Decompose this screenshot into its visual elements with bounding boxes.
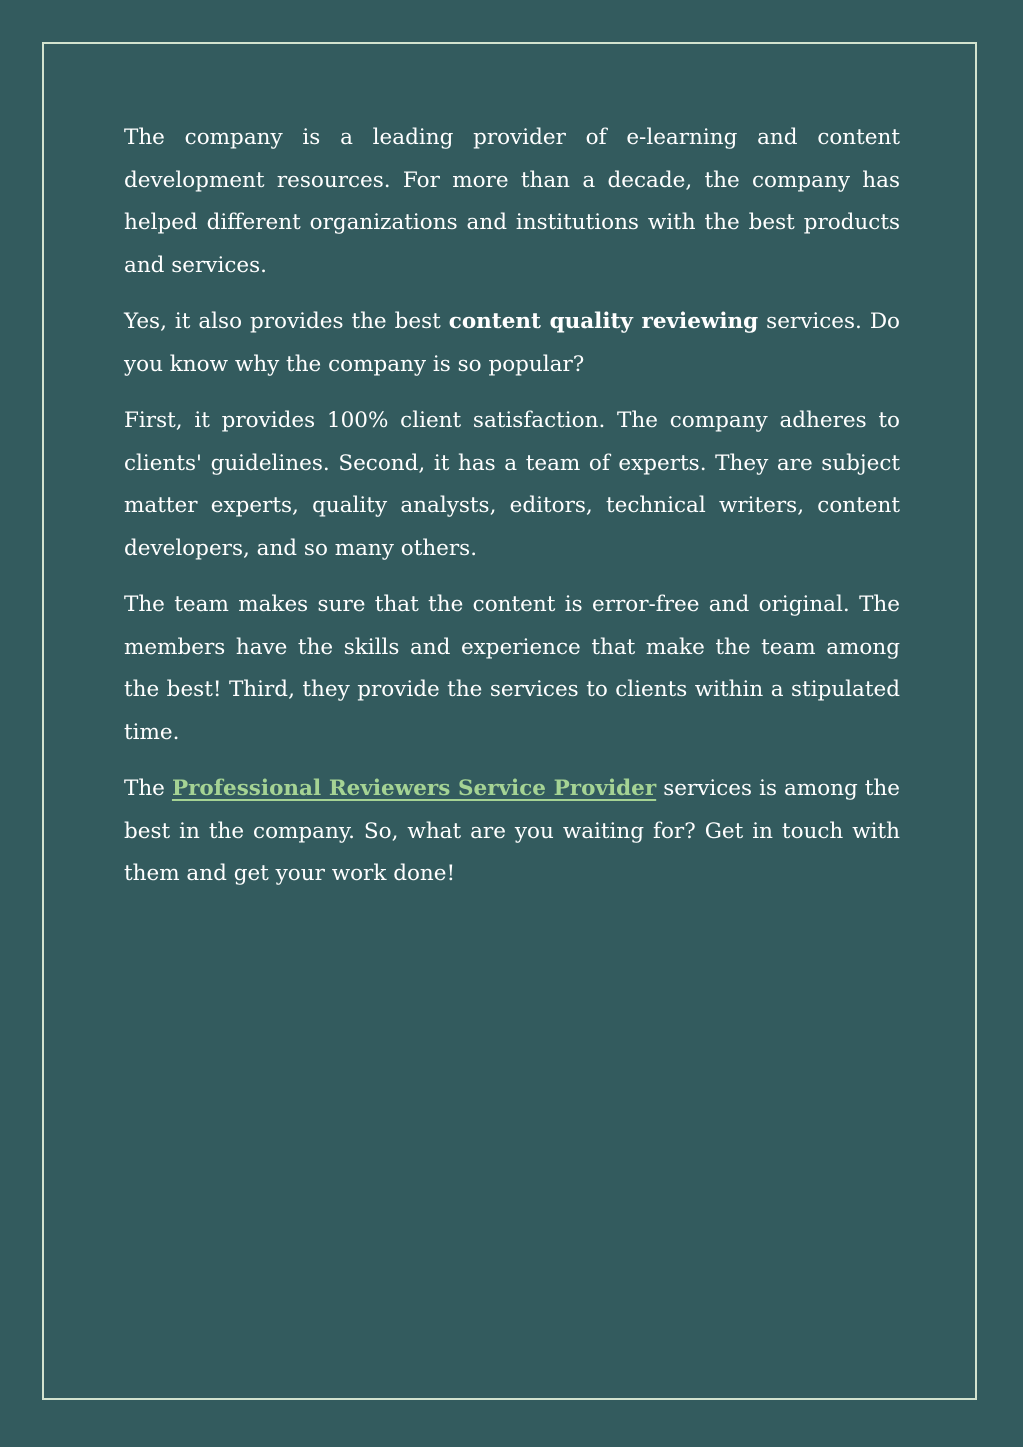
paragraph-company-intro: The company is a leading provider of e-learning and content development resources. For more than a decade, the company has helped different organizations and institutions with the best products and services. [124,125,900,278]
paragraph-client-satisfaction: First, it provides 100% client satisfaction. The company adheres to clients' guidelines. Second, it has a team of experts. They are subject matter experts, quality analysts, editors, technical writers, content developers, and so many others. [124,408,900,561]
paragraph-team: The team makes sure that the content is error-free and original. The members have the skills and experience that make the team among the best! Third, they provide the services to clients within a stipulated time. [124,592,900,745]
document-body [124,117,900,910]
paragraph-text: The [124,776,172,801]
paragraph-text: Yes, it also provides the best [124,309,449,334]
paragraph-text: services. Do you know why the company is so popular? [124,309,900,377]
paragraph-service-provider [124,768,900,896]
paragraph-quality-reviewing [124,301,900,386]
bold-phrase: content quality reviewing [448,309,759,334]
professional-reviewers-link[interactable]: Professional Reviewers Service Provider [171,776,657,801]
paragraph-text: services is among the best in the company. So, what are you waiting for? Get in touch with them and get your work done! [124,776,900,886]
